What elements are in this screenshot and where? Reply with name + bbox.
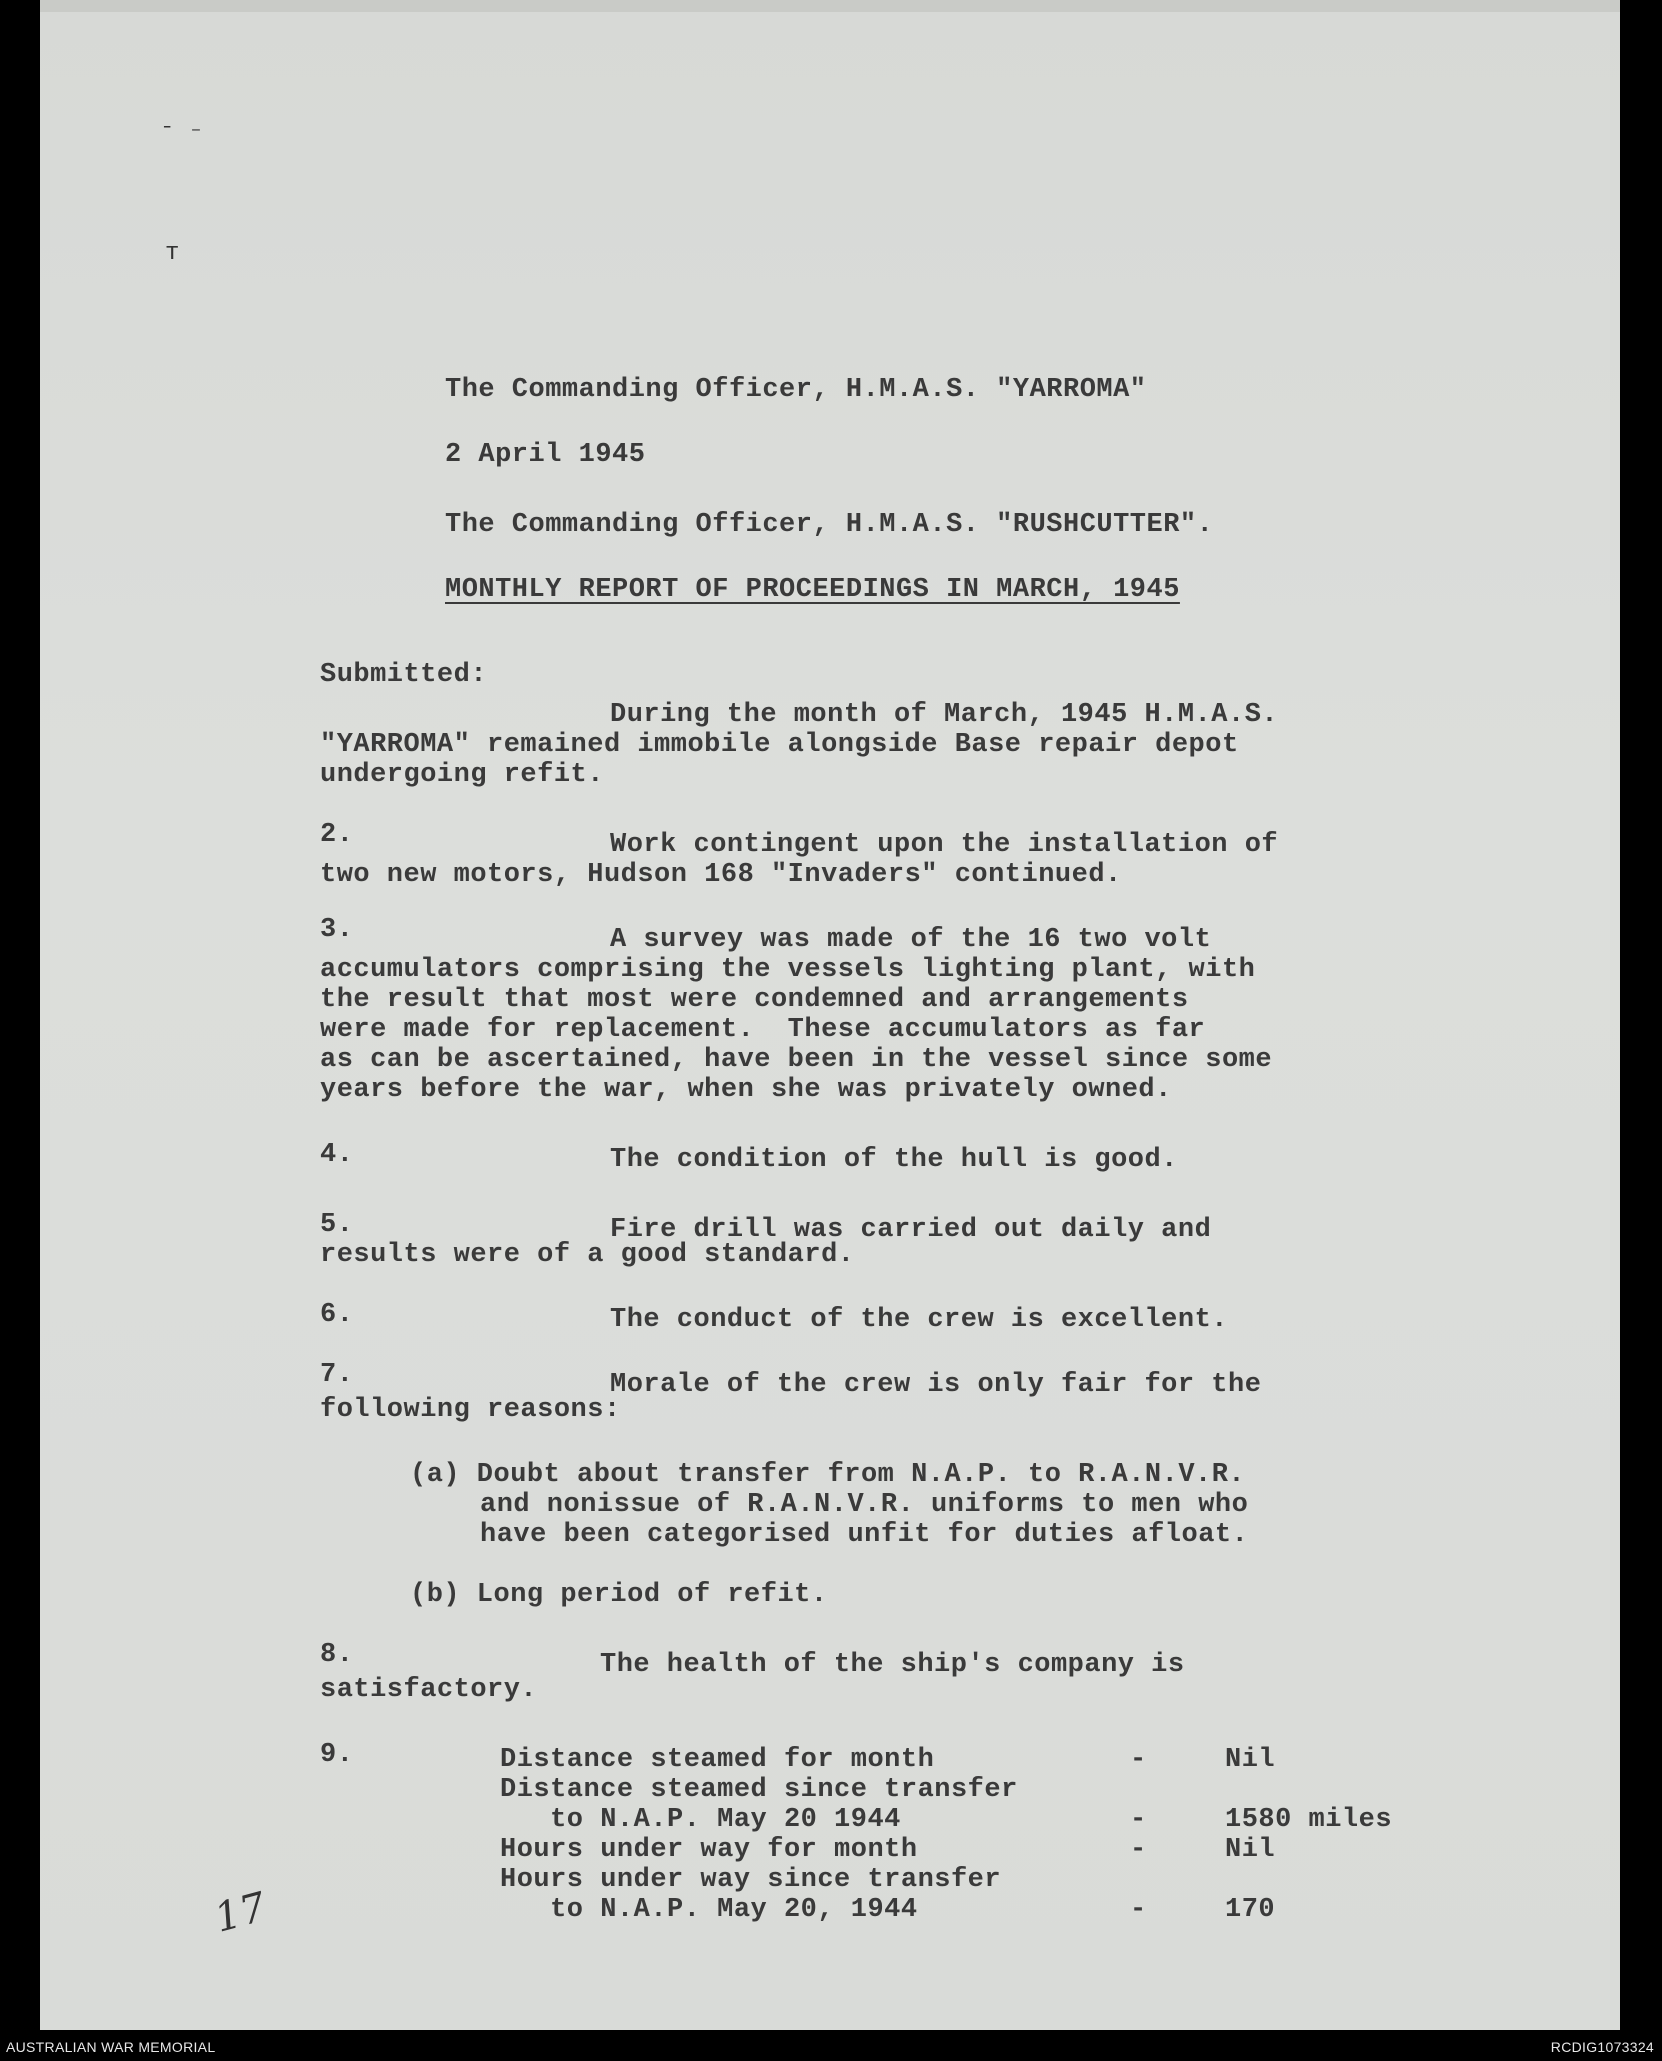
para-9-number: 9. <box>320 1740 354 1770</box>
para-9-row-1-label: Distance steamed for month <box>500 1745 935 1775</box>
para-9-row-1-value: Nil <box>1225 1745 1276 1775</box>
para-7-line-1: Morale of the crew is only fair for the <box>610 1370 1262 1400</box>
para-8-number: 8. <box>320 1640 354 1670</box>
handwritten-annotation: 17 <box>209 1884 271 1942</box>
para-3-line-5: as can be ascertained, have been in the vessel since some <box>320 1045 1273 1075</box>
para-5-line-1: Fire drill was carried out daily and <box>610 1215 1212 1245</box>
para-9-row-6-dash: - <box>1130 1895 1147 1925</box>
para-9-row-5-label: Hours under way since transfer <box>500 1865 1002 1895</box>
report-title: MONTHLY REPORT OF PROCEEDINGS IN MARCH, 1945 <box>445 575 1180 605</box>
para-3-line-4: were made for replacement. These accumulators as far <box>320 1015 1206 1045</box>
para-9-row-3-label: to N.A.P. May 20 1944 <box>500 1805 901 1835</box>
para-5-number: 5. <box>320 1210 354 1240</box>
footer-left: AUSTRALIAN WAR MEMORIAL <box>6 2039 216 2055</box>
para-3-number: 3. <box>320 915 354 945</box>
para-5-line-2: results were of a good standard. <box>320 1240 855 1270</box>
header-date: 2 April 1945 <box>445 440 646 470</box>
para-4-line-1: The condition of the hull is good. <box>610 1145 1178 1175</box>
para-6-line-1: The conduct of the crew is excellent. <box>610 1305 1228 1335</box>
para-8-line-2: satisfactory. <box>320 1675 538 1705</box>
header-from: The Commanding Officer, H.M.A.S. "YARROMA" <box>445 375 1147 405</box>
staple-marks: ˉ ⁻ <box>160 123 204 150</box>
para-9-row-4-label: Hours under way for month <box>500 1835 918 1865</box>
document-page <box>40 0 1620 2030</box>
para-4-number: 4. <box>320 1140 354 1170</box>
para-9-row-3-dash: - <box>1130 1805 1147 1835</box>
para-7-number: 7. <box>320 1360 354 1390</box>
para-9-row-3-value: 1580 miles <box>1225 1805 1393 1835</box>
para-2-number: 2. <box>320 820 354 850</box>
submitted-label: Submitted: <box>320 660 488 690</box>
para-7a-line-2: and nonissue of R.A.N.V.R. uniforms to men who <box>480 1490 1249 1520</box>
para-3-line-1: A survey was made of the 16 two volt <box>610 925 1212 955</box>
para-1-line-3: undergoing refit. <box>320 760 604 790</box>
para-7a-line-3: have been categorised unfit for duties afloat. <box>480 1520 1249 1550</box>
para-8-line-1: The health of the ship's company is <box>600 1650 1185 1680</box>
para-9-row-1-dash: - <box>1130 1745 1147 1775</box>
para-3-line-3: the result that most were condemned and arrangements <box>320 985 1189 1015</box>
para-9-row-2-label: Distance steamed since transfer <box>500 1775 1018 1805</box>
para-7a-line-1: (a) Doubt about transfer from N.A.P. to R.A.N.V.R. <box>410 1460 1246 1490</box>
punch-marks: т <box>165 240 180 267</box>
para-7b: (b) Long period of refit. <box>410 1580 828 1610</box>
footer-right: RCDIG1073324 <box>1550 2039 1654 2055</box>
para-3-line-6: years before the war, when she was privately owned. <box>320 1075 1172 1105</box>
para-9-row-6-value: 170 <box>1225 1895 1276 1925</box>
para-9-row-6-label: to N.A.P. May 20, 1944 <box>500 1895 918 1925</box>
para-1-line-1: During the month of March, 1945 H.M.A.S. <box>610 700 1279 730</box>
header-to: The Commanding Officer, H.M.A.S. "RUSHCUTTER". <box>445 510 1214 540</box>
para-1-line-2: "YARROMA" remained immobile alongside Base repair depot <box>320 730 1239 760</box>
para-6-number: 6. <box>320 1300 354 1330</box>
para-7-line-2: following reasons: <box>320 1395 621 1425</box>
para-2-line-2: two new motors, Hudson 168 "Invaders" continued. <box>320 860 1122 890</box>
para-9-row-4-dash: - <box>1130 1835 1147 1865</box>
para-9-row-4-value: Nil <box>1225 1835 1276 1865</box>
para-3-line-2: accumulators comprising the vessels lighting plant, with <box>320 955 1256 985</box>
para-2-line-1: Work contingent upon the installation of <box>610 830 1279 860</box>
